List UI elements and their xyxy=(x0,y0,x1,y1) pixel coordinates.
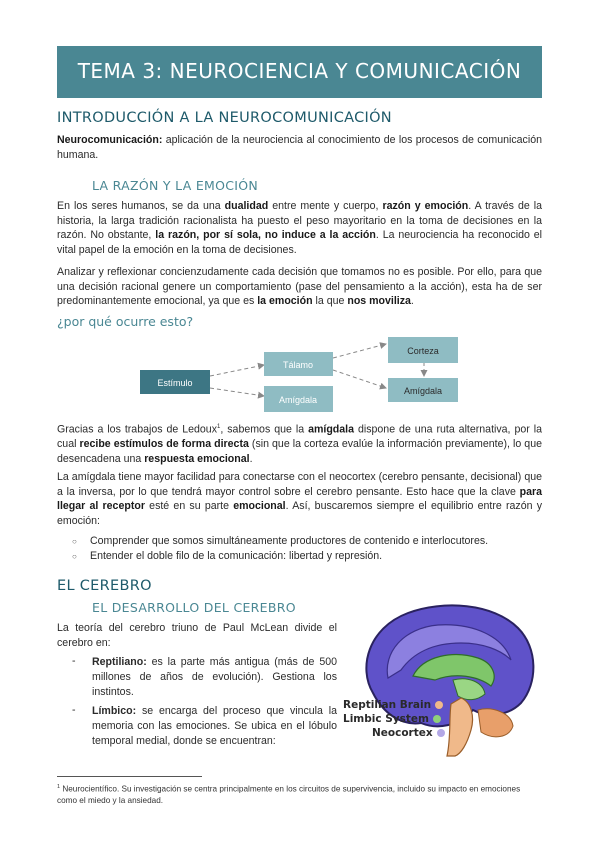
legend-limbic xyxy=(343,713,441,725)
cerebellum-shape xyxy=(478,709,513,737)
text-run: La amígdala tiene mayor facilidad para conectarse con el neocortex (cerebro pensante, decisional) que a la inversa, por lo que tendrá mayor control sobre el cerebro pensante. Esto hace que la clave xyxy=(57,471,542,498)
heading-introduccion: INTRODUCCIÓN A LA NEUROCOMUNICACIÓN xyxy=(57,110,392,126)
footnote-mark: 1 xyxy=(57,784,61,790)
arrow-estimulo-amigdala xyxy=(210,388,264,396)
item-limbico xyxy=(92,704,337,748)
bold-run: nos moviliza xyxy=(347,295,411,308)
bullet-circle-icon: ○ xyxy=(72,537,77,546)
text-run: es la parte más antigua (más de 500 millones de años de evolución). Gestiona los instintos. xyxy=(92,656,337,698)
node-talamo-label: Tálamo xyxy=(282,360,314,370)
text-run: , sabemos que la xyxy=(220,423,309,436)
node-estimulo-label: Estímulo xyxy=(157,378,193,388)
brainstem-shape xyxy=(447,698,473,756)
arrow-talamo-corteza xyxy=(333,344,386,358)
bullet-item-1 xyxy=(72,534,488,549)
arrow-estimulo-talamo xyxy=(210,365,264,376)
bullet-item-2 xyxy=(72,549,382,564)
page-title: TEMA 3: NEUROCIENCIA Y COMUNICACIÓN xyxy=(77,59,522,83)
text-run: esté en su parte xyxy=(144,500,234,513)
definition-paragraph xyxy=(57,133,542,162)
legend-label: Reptilian Brain xyxy=(343,699,432,711)
node-corteza-label: Corteza xyxy=(407,346,439,356)
footnote-divider xyxy=(57,776,202,777)
text-run: . La neurociencia ha reconocido el vital papel de la emoción en la toma de decisiones. xyxy=(57,229,543,256)
legend-neocortex xyxy=(372,727,445,739)
paragraph-cerebro-triuno: La teoría del cerebro triuno de Paul McLean divide el cerebro en: xyxy=(57,622,337,649)
legend-label: Limbic System xyxy=(343,713,429,725)
legend-reptilian xyxy=(343,699,443,711)
heading-cerebro: EL CEREBRO xyxy=(57,578,152,594)
bold-run: recibe estímulos de forma directa xyxy=(79,438,249,451)
heading-razon-emocion: LA RAZÓN Y LA EMOCIÓN xyxy=(92,178,259,193)
bullet-text: Entender el doble filo de la comunicación: libertad y represión. xyxy=(90,550,383,562)
legend-dot-icon xyxy=(435,701,443,709)
definition-text: aplicación de la neurociencia al conocimiento de los procesos de comunicación humana. xyxy=(57,134,542,161)
bold-run: para llegar al receptor xyxy=(57,485,542,513)
bold-run: dualidad xyxy=(224,200,269,212)
bold-run: emocional xyxy=(233,500,286,513)
paragraph-dualidad xyxy=(57,199,542,257)
bold-run: respuesta emocional xyxy=(144,452,250,465)
text-run: se encarga del proceso que vincula la memoria con las emociones. Se ubica en el lóbulo temporal medial, donde se encuentran: xyxy=(92,705,337,747)
text-run: . xyxy=(410,295,414,308)
text-run: . A través de la historia, la larga tradición racionalista ha puesto el peso mayoritario en la toma de decisiones en la razón. No obstante, xyxy=(57,200,542,242)
amygdala-route-diagram xyxy=(140,332,480,414)
dash-marker: - xyxy=(72,704,76,716)
bullet-text: Comprender que somos simultáneamente productores de contenido e interlocutores. xyxy=(90,535,489,547)
bold-run: razón y emoción xyxy=(382,200,469,212)
arrow-talamo-amigdala xyxy=(333,370,386,388)
footnote-text: Neurocientífico. Su investigación se centra principalmente en los circuitos de supervivencia, incluido su impacto en emociones como el miedo y la ansiedad. xyxy=(57,784,521,805)
heading-desarrollo-cerebro: EL DESARROLLO DEL CEREBRO xyxy=(92,600,296,615)
legend-label: Neocortex xyxy=(372,727,433,739)
bold-run: la razón, por sí sola, no induce a la acción xyxy=(155,229,376,242)
text-run: . xyxy=(249,452,253,465)
node-amigdala-cortical-label: Amígdala xyxy=(403,386,443,396)
paragraph-analizar xyxy=(57,265,542,309)
text-run: entre mente y cuerpo, xyxy=(268,200,383,212)
question-heading: ¿por qué ocurre esto? xyxy=(57,314,194,329)
dash-marker: - xyxy=(72,655,76,667)
bold-run: Reptiliano: xyxy=(92,656,147,668)
bold-run: amígdala xyxy=(308,423,355,436)
text-run: la que xyxy=(312,295,348,308)
bold-run: Límbico: xyxy=(92,705,137,717)
node-amigdala-directa-label: Amígdala xyxy=(278,395,318,405)
footnote-ref[interactable]: 1 xyxy=(217,424,221,430)
text-run: En los seres humanos, se da una xyxy=(57,200,225,212)
paragraph-amigdala xyxy=(57,470,542,528)
bold-run: la emoción xyxy=(257,295,313,308)
legend-dot-icon xyxy=(437,729,445,737)
definition-term: Neurocomunicación: xyxy=(57,134,163,146)
text-run: . Así, buscaremos siempre el equilibrio entre razón y emoción: xyxy=(57,500,542,527)
item-reptiliano xyxy=(92,655,337,699)
title-banner xyxy=(57,46,542,98)
text-run: Analizar y reflexionar concienzudamente cada decisión que tomamos no es posible. Por ello, para que una decisión racional genere un comportamiento (pase del pensamiento a la acción), esta ha de ser predominantemente emocional, ya que es xyxy=(57,266,542,308)
text-run: (sin que la corteza evalúe la información previamente), lo que desencadena una xyxy=(57,438,542,465)
footnote xyxy=(57,782,542,806)
text-run: Gracias a los trabajos de Ledoux xyxy=(57,423,217,436)
text-run: dispone de una ruta alternativa, por la cual xyxy=(57,423,542,451)
legend-dot-icon xyxy=(433,715,441,723)
paragraph-ledoux xyxy=(57,420,542,466)
bullet-circle-icon: ○ xyxy=(72,552,77,561)
